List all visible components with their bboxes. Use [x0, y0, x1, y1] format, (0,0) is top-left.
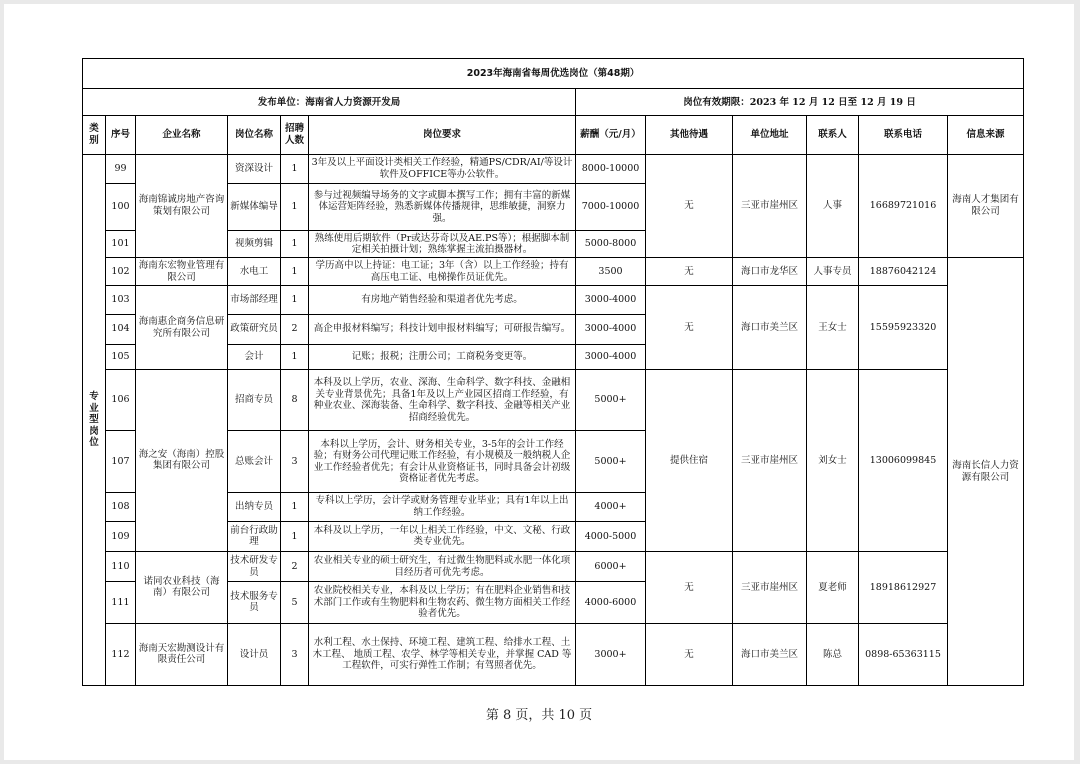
contact-person: 陈总	[807, 623, 859, 686]
position-name: 出纳专员	[228, 492, 281, 521]
requirement: 本科及以上学历，一年以上相关工作经验，中文、文秘、行政类专业优先。	[309, 521, 576, 551]
header-position: 岗位名称	[228, 116, 281, 154]
salary: 4000+	[576, 492, 646, 521]
headcount: 1	[281, 183, 309, 230]
requirement: 参与过视频编导场务的文字或脚本撰写工作；拥有丰富的新媒体运营矩阵经验，熟悉新媒体传播规律，思维敏捷，洞察力强。	[309, 183, 576, 230]
position-name: 资深设计	[228, 154, 281, 183]
position-name: 技术服务专员	[228, 582, 281, 623]
header-salary: 薪酬（元/月）	[576, 116, 646, 154]
table-row	[83, 552, 1024, 582]
validity-period: 岗位有效期限：2023 年 12 月 12 日至 12 月 19 日	[576, 89, 1024, 116]
requirement: 水利工程、水土保持、环境工程、建筑工程、给排水工程、土木工程、 地质工程、农学、林学等相关专业，并掌握 CAD 等工程软件，可实行弹性工作制；有驾照者优先。	[309, 623, 576, 686]
row-no: 101	[106, 231, 136, 258]
row-no: 110	[106, 552, 136, 582]
headcount: 1	[281, 286, 309, 314]
job-table	[82, 58, 1024, 686]
headcount: 8	[281, 369, 309, 430]
requirement: 3年及以上平面设计类相关工作经验，精通PS/CDR/AI/等设计软件及OFFICE等办公软件。	[309, 154, 576, 183]
header-category: 类别	[83, 116, 106, 154]
benefits: 提供住宿	[646, 369, 733, 551]
company-name: 海南天宏勘测设计有限责任公司	[136, 623, 228, 686]
salary: 8000-10000	[576, 154, 646, 183]
contact-person: 王女士	[807, 286, 859, 370]
phone: 18918612927	[859, 552, 948, 623]
page-number: 第 8 页，共 10 页	[485, 708, 593, 723]
salary: 3000-4000	[576, 314, 646, 344]
salary: 5000+	[576, 369, 646, 430]
row-no: 106	[106, 369, 136, 430]
salary: 3500	[576, 258, 646, 286]
info-source: 海南长信人力资源有限公司	[948, 258, 1024, 686]
headcount: 1	[281, 492, 309, 521]
header-contact: 联系人	[807, 116, 859, 154]
requirement: 熟练使用后期软件（Pr或达芬奇以及AE.PS等）；根据脚本制定相关拍摄计划；熟练掌握主流拍摄器材。	[309, 231, 576, 258]
headcount: 2	[281, 552, 309, 582]
contact-person: 人事专员	[807, 258, 859, 286]
table-row	[83, 369, 1024, 430]
headcount: 5	[281, 582, 309, 623]
address: 海口市美兰区	[733, 623, 807, 686]
position-name: 技术研发专员	[228, 552, 281, 582]
salary: 3000-4000	[576, 286, 646, 314]
headcount: 1	[281, 231, 309, 258]
position-name: 新媒体编导	[228, 183, 281, 230]
row-no: 102	[106, 258, 136, 286]
benefits: 无	[646, 258, 733, 286]
requirement: 农业相关专业的硕士研究生，有过微生物肥料或水肥一体化项目经历者可优先考虑。	[309, 552, 576, 582]
contact-person: 人事	[807, 154, 859, 258]
address: 三亚市崖州区	[733, 369, 807, 551]
row-no: 99	[106, 154, 136, 183]
company-name: 诺同农业科技（海南）有限公司	[136, 552, 228, 623]
phone: 18876042124	[859, 258, 948, 286]
header-count: 招聘人数	[281, 116, 309, 154]
position-name: 设计员	[228, 623, 281, 686]
headcount: 3	[281, 431, 309, 492]
headcount: 1	[281, 344, 309, 369]
phone: 13006099845	[859, 369, 948, 551]
benefits: 无	[646, 286, 733, 370]
company-name: 海南惠企商务信息研究所有限公司	[136, 286, 228, 370]
page-title: 2023年海南省每周优选岗位（第48期）	[83, 59, 1024, 89]
table-row	[83, 154, 1024, 183]
salary: 6000+	[576, 552, 646, 582]
requirement: 本科及以上学历，农业、深海、生命科学、数字科技、金融相关专业背景优先；具备1年及以上产业园区招商工作经验，有种业农业、深海装备、生命科学、数字科技、金融等相关产业招商经验优先。	[309, 369, 576, 430]
salary: 3000+	[576, 623, 646, 686]
row-no: 109	[106, 521, 136, 551]
salary: 5000-8000	[576, 231, 646, 258]
salary: 4000-6000	[576, 582, 646, 623]
headcount: 1	[281, 521, 309, 551]
contact-person: 刘女士	[807, 369, 859, 551]
row-no: 104	[106, 314, 136, 344]
company-name: 海之安（海南）控股集团有限公司	[136, 369, 228, 551]
requirement: 农业院校相关专业，本科及以上学历；有在肥料企业销售和技术部门工作或有生物肥料和生物农药、微生物方面相关工作经验者优先。	[309, 582, 576, 623]
address: 三亚市崖州区	[733, 154, 807, 258]
phone: 15595923320	[859, 286, 948, 370]
row-no: 107	[106, 431, 136, 492]
benefits: 无	[646, 623, 733, 686]
row-no: 100	[106, 183, 136, 230]
requirement: 高企申报材料编写；科技计划申报材料编写；可研报告编写。	[309, 314, 576, 344]
info-source: 海南人才集团有限公司	[948, 154, 1024, 258]
company-name: 海南锦诚房地产咨询策划有限公司	[136, 154, 228, 258]
requirement: 学历高中以上持证：电工证；3年（含）以上工作经验；持有高压电工证、电梯操作员证优先。	[309, 258, 576, 286]
contact-person: 夏老师	[807, 552, 859, 623]
position-name: 招商专员	[228, 369, 281, 430]
company-name: 海南东宏物业管理有限公司	[136, 258, 228, 286]
row-no: 103	[106, 286, 136, 314]
headcount: 1	[281, 258, 309, 286]
document-page	[4, 4, 1074, 760]
table-row	[83, 623, 1024, 686]
requirement: 记账；报税；注册公司；工商税务变更等。	[309, 344, 576, 369]
salary: 5000+	[576, 431, 646, 492]
category-cell: 专业型岗位	[83, 154, 106, 685]
salary: 4000-5000	[576, 521, 646, 551]
position-name: 会计	[228, 344, 281, 369]
header-source: 信息来源	[948, 116, 1024, 154]
salary: 3000-4000	[576, 344, 646, 369]
requirement: 有房地产销售经验和渠道者优先考虑。	[309, 286, 576, 314]
requirement: 本科以上学历，会计、财务相关专业，3-5年的会计工作经验；有财务公司代理记账工作经验，有小规模及一般纳税人企业工作经验者优先；有会计从业资格证书，同时具备会计初级资格证者优先考虑。	[309, 431, 576, 492]
row-no: 111	[106, 582, 136, 623]
position-name: 视频剪辑	[228, 231, 281, 258]
headcount: 2	[281, 314, 309, 344]
header-company: 企业名称	[136, 116, 228, 154]
header-phone: 联系电话	[859, 116, 948, 154]
address: 三亚市崖州区	[733, 552, 807, 623]
publisher: 发布单位：海南省人力资源开发局	[83, 89, 576, 116]
requirement: 专科以上学历，会计学或财务管理专业毕业；具有1年以上出纳工作经验。	[309, 492, 576, 521]
row-no: 112	[106, 623, 136, 686]
position-name: 市场部经理	[228, 286, 281, 314]
phone: 16689721016	[859, 154, 948, 258]
phone: 0898-65363115	[859, 623, 948, 686]
position-name: 总账会计	[228, 431, 281, 492]
header-address: 单位地址	[733, 116, 807, 154]
row-no: 108	[106, 492, 136, 521]
benefits: 无	[646, 154, 733, 258]
header-no: 序号	[106, 116, 136, 154]
table-row	[83, 258, 1024, 286]
row-no: 105	[106, 344, 136, 369]
headcount: 3	[281, 623, 309, 686]
position-name: 政策研究员	[228, 314, 281, 344]
header-benefits: 其他待遇	[646, 116, 733, 154]
address: 海口市美兰区	[733, 286, 807, 370]
salary: 7000-10000	[576, 183, 646, 230]
address: 海口市龙华区	[733, 258, 807, 286]
headcount: 1	[281, 154, 309, 183]
position-name: 前台行政助理	[228, 521, 281, 551]
position-name: 水电工	[228, 258, 281, 286]
benefits: 无	[646, 552, 733, 623]
table-row	[83, 286, 1024, 314]
header-requirement: 岗位要求	[309, 116, 576, 154]
